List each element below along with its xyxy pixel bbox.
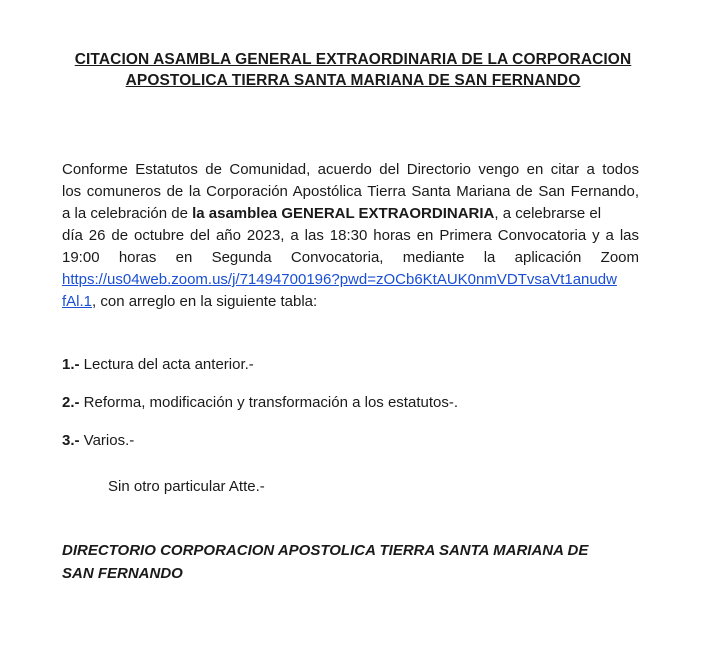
body-line: 19:00 horas en Segunda Convocatoria, mediante la aplicación Zoom: [62, 249, 639, 266]
body-line: [62, 292, 639, 312]
body-line: día 26 de octubre del año 2023, a las 18:30 horas en Primera Convocatoria y a las: [62, 227, 639, 244]
agenda-item-3: [62, 431, 639, 451]
body-line: los comuneros de la Corporación Apostólica Tierra Santa Mariana de San Fernando,: [62, 183, 639, 200]
body-text: , a celebrarse el: [494, 205, 602, 222]
signature-line-2: SAN FERNANDO: [62, 565, 183, 582]
agenda-item-1: [62, 355, 639, 375]
agenda-item-number: 3.-: [62, 432, 80, 449]
body-line: [62, 204, 639, 224]
body-line: Conforme Estatutos de Comunidad, acuerdo del Directorio vengo en citar a todos: [62, 161, 639, 178]
agenda-item-text: Reforma, modificación y transformación a los estatutos-.: [79, 394, 459, 411]
document-title-line-2: APOSTOLICA TIERRA SANTA MARIANA DE SAN FERNANDO: [125, 72, 581, 89]
zoom-link-line-1[interactable]: [62, 270, 639, 290]
agenda-item-2: [62, 393, 639, 413]
agenda-item-number: 1.-: [62, 356, 80, 373]
agenda-item-number: 2.-: [62, 394, 80, 411]
agenda-item-text: Varios.-: [79, 432, 135, 449]
signature-line-1: DIRECTORIO CORPORACION APOSTOLICA TIERRA SANTA MARIANA DE: [62, 542, 589, 559]
document-title-line-1: CITACION ASAMBLA GENERAL EXTRAORDINARIA DE LA CORPORACION: [74, 51, 632, 68]
zoom-link[interactable]: https://us04web.zoom.us/j/71494700196?pwd=zOCb6KtAUK0nmVDTvsaVt1anudw: [62, 271, 617, 288]
closing-line: Sin otro particular Atte.-: [108, 478, 265, 495]
body-text: , con arreglo en la siguiente tabla:: [92, 293, 318, 310]
assembly-type-emphasis: la asamblea GENERAL EXTRAORDINARIA: [192, 205, 495, 222]
body-text: a la celebración de: [62, 205, 193, 222]
zoom-link-continued[interactable]: fAl.1: [62, 293, 93, 310]
agenda-item-text: Lectura del acta anterior.-: [79, 356, 254, 373]
